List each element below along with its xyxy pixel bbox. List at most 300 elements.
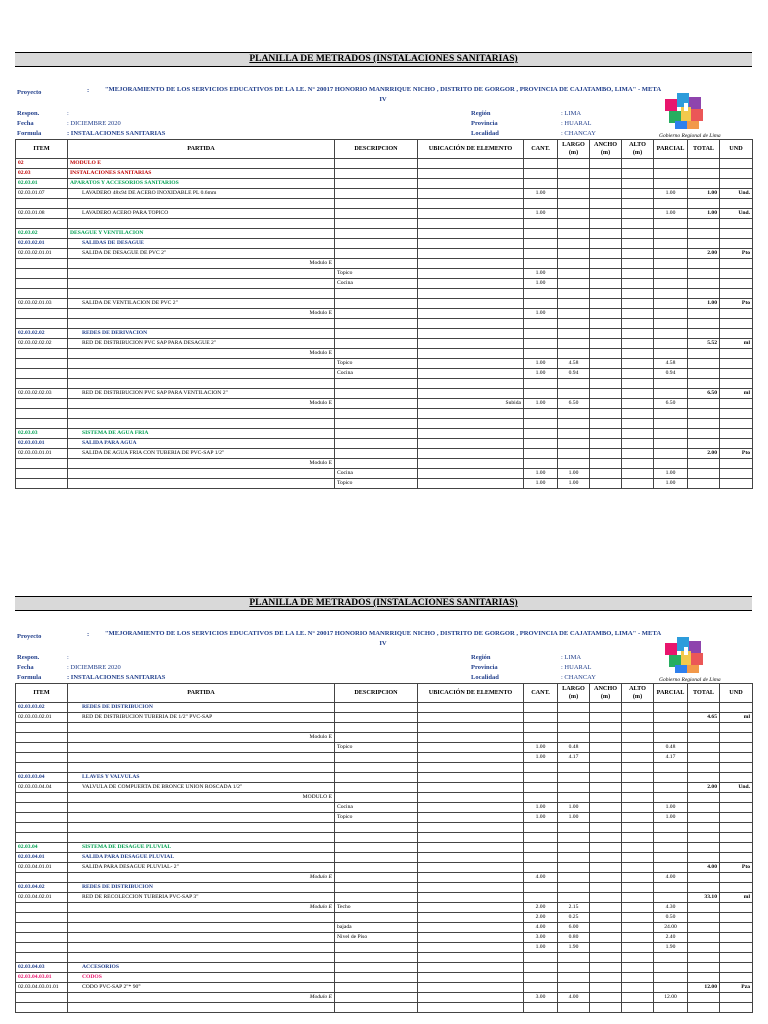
cell-alto xyxy=(622,329,654,339)
table-row xyxy=(16,289,753,299)
cell-und xyxy=(720,259,753,269)
table-row xyxy=(16,883,753,893)
cell-largo xyxy=(558,833,590,843)
cell-ubicacion xyxy=(418,429,524,439)
cell-cant xyxy=(524,973,558,983)
cell-cant: 1.00 xyxy=(524,469,558,479)
table-row xyxy=(16,763,753,773)
cell-partida: Modulo E xyxy=(68,259,335,269)
table-row xyxy=(16,389,753,399)
cell-cant xyxy=(524,419,558,429)
cell-parcial xyxy=(654,259,688,269)
cell-ubicacion xyxy=(418,703,524,713)
cell-ubicacion xyxy=(418,439,524,449)
cell-cant: 1.00 xyxy=(524,189,558,199)
cell-total xyxy=(688,943,720,953)
cell-item xyxy=(16,953,68,963)
cell-alto xyxy=(622,259,654,269)
cell-descripcion xyxy=(335,439,418,449)
cell-alto xyxy=(622,169,654,179)
cell-ubicacion xyxy=(418,269,524,279)
cell-total: 1.00 xyxy=(688,189,720,199)
col-ubicacion: UBICACIÓN DE ELEMENTO xyxy=(418,684,524,703)
table-body xyxy=(16,703,753,1013)
cell-parcial xyxy=(654,953,688,963)
cell-ubicacion xyxy=(418,319,524,329)
cell-cant: 1.00 xyxy=(524,803,558,813)
cell-und xyxy=(720,953,753,963)
cell-ancho xyxy=(590,379,622,389)
table-row xyxy=(16,993,753,1003)
cell-parcial xyxy=(654,893,688,903)
cell-item: 02.03.02 xyxy=(16,229,68,239)
cell-largo xyxy=(558,169,590,179)
formula-value: : INSTALACIONES SANITARIAS xyxy=(67,130,166,137)
cell-largo xyxy=(558,349,590,359)
cell-descripcion: Topico xyxy=(335,743,418,753)
cell-descripcion xyxy=(335,289,418,299)
col-ubicacion: UBICACIÓN DE ELEMENTO xyxy=(418,140,524,159)
cell-ubicacion: Subida xyxy=(418,399,524,409)
cell-ubicacion xyxy=(418,389,524,399)
cell-und xyxy=(720,359,753,369)
cell-ancho xyxy=(590,479,622,489)
cell-und: Und. xyxy=(720,189,753,199)
cell-partida: REDES DE DERIVACION xyxy=(68,329,335,339)
cell-total xyxy=(688,379,720,389)
table-row xyxy=(16,973,753,983)
cell-partida: SALIDA DE DESAGUE DE PVC 2" xyxy=(68,249,335,259)
cell-largo xyxy=(558,309,590,319)
cell-parcial xyxy=(654,239,688,249)
cell-alto xyxy=(622,319,654,329)
cell-largo xyxy=(558,763,590,773)
cell-ancho xyxy=(590,429,622,439)
cell-ancho xyxy=(590,893,622,903)
cell-cant: 1.00 xyxy=(524,943,558,953)
cell-ubicacion xyxy=(418,339,524,349)
cell-alto xyxy=(622,419,654,429)
cell-ubicacion xyxy=(418,863,524,873)
cell-ubicacion xyxy=(418,953,524,963)
cell-cant xyxy=(524,379,558,389)
cell-ubicacion xyxy=(418,783,524,793)
cell-total xyxy=(688,813,720,823)
cell-cant xyxy=(524,329,558,339)
cell-partida: DESAGUE Y VENTILACION xyxy=(68,229,335,239)
cell-ubicacion xyxy=(418,209,524,219)
cell-ancho xyxy=(590,409,622,419)
cell-item xyxy=(16,459,68,469)
table-row xyxy=(16,703,753,713)
cell-total: 2.00 xyxy=(688,783,720,793)
cell-partida xyxy=(68,479,335,489)
cell-und xyxy=(720,429,753,439)
cell-und xyxy=(720,289,753,299)
cell-alto xyxy=(622,359,654,369)
cell-descripcion xyxy=(335,459,418,469)
cell-parcial: 1.00 xyxy=(654,469,688,479)
cell-und xyxy=(720,379,753,389)
cell-largo xyxy=(558,269,590,279)
cell-alto xyxy=(622,853,654,863)
cell-und xyxy=(720,199,753,209)
cell-ancho xyxy=(590,983,622,993)
cell-item xyxy=(16,813,68,823)
cell-cant xyxy=(524,259,558,269)
cell-und: Und. xyxy=(720,209,753,219)
cell-largo xyxy=(558,853,590,863)
cell-partida xyxy=(68,219,335,229)
cell-descripcion xyxy=(335,209,418,219)
cell-partida xyxy=(68,289,335,299)
cell-cant xyxy=(524,199,558,209)
cell-parcial xyxy=(654,179,688,189)
cell-item: 02.03.03.01.01 xyxy=(16,449,68,459)
cell-descripcion: Topico xyxy=(335,359,418,369)
cell-total xyxy=(688,179,720,189)
logo-caption: Gobierno Regional de Lima xyxy=(659,133,721,139)
cell-descripcion xyxy=(335,853,418,863)
header-block xyxy=(15,67,752,139)
cell-partida: RED DE DISTRIBUCION PVC SAP PARA VENTILACION 2" xyxy=(68,389,335,399)
cell-parcial: 1.00 xyxy=(654,209,688,219)
cell-total xyxy=(688,953,720,963)
cell-parcial xyxy=(654,199,688,209)
col-largo: LARGO (m) xyxy=(558,140,590,159)
cell-parcial: 1.00 xyxy=(654,479,688,489)
cell-und xyxy=(720,883,753,893)
cell-partida: LAVADERO ACERO PARA TOPICO xyxy=(68,209,335,219)
cell-partida: REDES DE DISTRIBUCION xyxy=(68,883,335,893)
cell-total xyxy=(688,853,720,863)
cell-ubicacion xyxy=(418,289,524,299)
cell-partida: SALIDA PARA AGUA xyxy=(68,439,335,449)
cell-cant: 1.00 xyxy=(524,813,558,823)
localidad-label: Localidad xyxy=(471,130,499,137)
cell-alto xyxy=(622,843,654,853)
cell-alto xyxy=(622,289,654,299)
cell-und xyxy=(720,763,753,773)
cell-parcial xyxy=(654,429,688,439)
cell-largo xyxy=(558,459,590,469)
cell-alto xyxy=(622,269,654,279)
cell-ancho xyxy=(590,933,622,943)
sheet-page-2 xyxy=(15,596,752,1013)
cell-partida xyxy=(68,743,335,753)
cell-ancho xyxy=(590,159,622,169)
cell-total: 6.50 xyxy=(688,389,720,399)
cell-ubicacion xyxy=(418,883,524,893)
cell-ancho xyxy=(590,279,622,289)
table-row xyxy=(16,349,753,359)
cell-alto xyxy=(622,179,654,189)
cell-largo xyxy=(558,199,590,209)
cell-cant xyxy=(524,863,558,873)
cell-item xyxy=(16,913,68,923)
cell-ubicacion xyxy=(418,973,524,983)
cell-ubicacion xyxy=(418,369,524,379)
cell-parcial: 24.00 xyxy=(654,923,688,933)
cell-cant: 2.00 xyxy=(524,903,558,913)
cell-item xyxy=(16,763,68,773)
table-row xyxy=(16,743,753,753)
col-descripcion: DESCRIPCION xyxy=(335,140,418,159)
cell-partida xyxy=(68,379,335,389)
cell-ancho xyxy=(590,993,622,1003)
formula-label: Formula xyxy=(17,130,42,137)
cell-total: 12.00 xyxy=(688,983,720,993)
col-ancho: ANCHO (m) xyxy=(590,140,622,159)
cell-total xyxy=(688,329,720,339)
col-cant: CANT. xyxy=(524,140,558,159)
cell-ancho xyxy=(590,309,622,319)
cell-alto xyxy=(622,209,654,219)
cell-und: ml xyxy=(720,893,753,903)
cell-largo xyxy=(558,713,590,723)
cell-alto xyxy=(622,933,654,943)
cell-parcial xyxy=(654,963,688,973)
cell-largo xyxy=(558,973,590,983)
cell-partida xyxy=(68,823,335,833)
table-row xyxy=(16,893,753,903)
cell-descripcion xyxy=(335,883,418,893)
cell-alto xyxy=(622,943,654,953)
table-row xyxy=(16,863,753,873)
cell-cant xyxy=(524,159,558,169)
cell-item: 02.03.02.02 xyxy=(16,329,68,339)
cell-und xyxy=(720,793,753,803)
cell-descripcion xyxy=(335,833,418,843)
table-row xyxy=(16,783,753,793)
cell-total xyxy=(688,883,720,893)
table-row xyxy=(16,339,753,349)
cell-parcial xyxy=(654,249,688,259)
fecha-label: Fecha xyxy=(17,120,34,127)
cell-ubicacion xyxy=(418,359,524,369)
cell-parcial xyxy=(654,159,688,169)
cell-cant xyxy=(524,723,558,733)
cell-und xyxy=(720,349,753,359)
cell-item xyxy=(16,199,68,209)
cell-item xyxy=(16,733,68,743)
cell-und xyxy=(720,813,753,823)
cell-total xyxy=(688,903,720,913)
cell-item: 02.03.04 xyxy=(16,843,68,853)
cell-descripcion: Cocina xyxy=(335,803,418,813)
cell-cant: 1.00 xyxy=(524,269,558,279)
cell-total xyxy=(688,963,720,973)
cell-partida: VALVULA DE COMPUERTA DE BRONCE UNION ROSCADA 1/2" xyxy=(68,783,335,793)
table-row xyxy=(16,279,753,289)
cell-alto xyxy=(622,903,654,913)
cell-partida xyxy=(68,803,335,813)
cell-cant: 1.00 xyxy=(524,369,558,379)
cell-ancho xyxy=(590,189,622,199)
cell-item xyxy=(16,933,68,943)
proyecto-label: Proyecto xyxy=(17,633,42,640)
cell-item xyxy=(16,793,68,803)
cell-und xyxy=(720,753,753,763)
col-total: TOTAL xyxy=(688,140,720,159)
cell-largo xyxy=(558,843,590,853)
cell-total xyxy=(688,469,720,479)
cell-partida: MODULO E xyxy=(68,159,335,169)
table-row xyxy=(16,179,753,189)
cell-alto xyxy=(622,703,654,713)
respon-label: Respon. xyxy=(17,110,40,117)
table-row xyxy=(16,189,753,199)
cell-parcial xyxy=(654,229,688,239)
cell-und xyxy=(720,469,753,479)
cell-total xyxy=(688,199,720,209)
cell-total: 2.00 xyxy=(688,249,720,259)
cell-descripcion xyxy=(335,249,418,259)
cell-cant xyxy=(524,963,558,973)
cell-partida xyxy=(68,319,335,329)
cell-total xyxy=(688,439,720,449)
cell-cant: 1.00 xyxy=(524,209,558,219)
cell-cant: 1.00 xyxy=(524,279,558,289)
table-row xyxy=(16,923,753,933)
cell-total xyxy=(688,309,720,319)
cell-item xyxy=(16,823,68,833)
cell-cant xyxy=(524,289,558,299)
cell-alto xyxy=(622,399,654,409)
cell-und xyxy=(720,399,753,409)
cell-alto xyxy=(622,469,654,479)
cell-alto xyxy=(622,863,654,873)
cell-ubicacion xyxy=(418,329,524,339)
cell-total xyxy=(688,763,720,773)
cell-ancho xyxy=(590,459,622,469)
cell-ubicacion xyxy=(418,993,524,1003)
cell-largo xyxy=(558,733,590,743)
cell-alto xyxy=(622,963,654,973)
table-row xyxy=(16,803,753,813)
cell-descripcion xyxy=(335,319,418,329)
cell-item: 02.03.03.04 xyxy=(16,773,68,783)
cell-alto xyxy=(622,833,654,843)
cell-ubicacion xyxy=(418,299,524,309)
cell-partida xyxy=(68,923,335,933)
region-label: Región xyxy=(471,654,491,661)
cell-und: Pto xyxy=(720,249,753,259)
cell-ubicacion xyxy=(418,913,524,923)
cell-largo xyxy=(558,239,590,249)
cell-total: 2.00 xyxy=(688,449,720,459)
cell-total xyxy=(688,419,720,429)
localidad-value: : CHANCAY xyxy=(561,674,596,681)
cell-alto xyxy=(622,923,654,933)
cell-parcial: 4.58 xyxy=(654,359,688,369)
cell-parcial xyxy=(654,973,688,983)
cell-ubicacion xyxy=(418,713,524,723)
table-row xyxy=(16,169,753,179)
cell-cant: 1.00 xyxy=(524,743,558,753)
cell-largo xyxy=(558,299,590,309)
cell-partida xyxy=(68,269,335,279)
cell-largo: 1.00 xyxy=(558,469,590,479)
cell-item xyxy=(16,943,68,953)
cell-und xyxy=(720,239,753,249)
cell-parcial: 12.00 xyxy=(654,993,688,1003)
cell-parcial xyxy=(654,309,688,319)
cell-und: Pto xyxy=(720,299,753,309)
cell-cant xyxy=(524,449,558,459)
cell-largo xyxy=(558,379,590,389)
table-row xyxy=(16,753,753,763)
cell-descripcion xyxy=(335,219,418,229)
cell-partida: SISTEMA DE AGUA FRIA xyxy=(68,429,335,439)
cell-cant: 1.00 xyxy=(524,753,558,763)
cell-ubicacion xyxy=(418,723,524,733)
cell-item: 02.03.03.01 xyxy=(16,439,68,449)
cell-alto xyxy=(622,713,654,723)
cell-descripcion xyxy=(335,953,418,963)
sheet-title: PLANILLA DE METRADOS (INSTALACIONES SANITARIAS) xyxy=(15,52,752,67)
cell-largo: 4.00 xyxy=(558,993,590,1003)
cell-ancho xyxy=(590,973,622,983)
cell-partida xyxy=(68,933,335,943)
cell-descripcion xyxy=(335,419,418,429)
cell-und xyxy=(720,179,753,189)
cell-alto xyxy=(622,873,654,883)
cell-largo xyxy=(558,389,590,399)
cell-parcial: 1.00 xyxy=(654,803,688,813)
cell-cant: 1.00 xyxy=(524,309,558,319)
cell-partida xyxy=(68,359,335,369)
cell-cant xyxy=(524,179,558,189)
cell-ancho xyxy=(590,289,622,299)
cell-largo xyxy=(558,1003,590,1013)
cell-alto xyxy=(622,743,654,753)
cell-ubicacion xyxy=(418,479,524,489)
proyecto-colon: : xyxy=(87,631,90,638)
cell-descripcion xyxy=(335,329,418,339)
cell-alto xyxy=(622,279,654,289)
cell-und xyxy=(720,369,753,379)
cell-descripcion xyxy=(335,873,418,883)
table-header-row xyxy=(16,684,753,703)
cell-item: 02.03.01.07 xyxy=(16,189,68,199)
cell-ubicacion xyxy=(418,743,524,753)
cell-alto xyxy=(622,803,654,813)
cell-descripcion xyxy=(335,793,418,803)
table-body xyxy=(16,159,753,489)
cell-largo xyxy=(558,189,590,199)
cell-total xyxy=(688,723,720,733)
cell-total xyxy=(688,269,720,279)
cell-partida xyxy=(68,199,335,209)
cell-ubicacion xyxy=(418,763,524,773)
cell-cant xyxy=(524,1003,558,1013)
cell-descripcion xyxy=(335,1003,418,1013)
cell-ubicacion xyxy=(418,279,524,289)
cell-alto xyxy=(622,349,654,359)
cell-total xyxy=(688,773,720,783)
cell-parcial: 4.30 xyxy=(654,903,688,913)
cell-item xyxy=(16,419,68,429)
cell-descripcion: Cocina xyxy=(335,469,418,479)
table-row xyxy=(16,953,753,963)
table-row xyxy=(16,379,753,389)
region-label: Región xyxy=(471,110,491,117)
cell-parcial xyxy=(654,419,688,429)
cell-partida: Modulo E xyxy=(68,309,335,319)
cell-ancho xyxy=(590,833,622,843)
cell-total xyxy=(688,733,720,743)
